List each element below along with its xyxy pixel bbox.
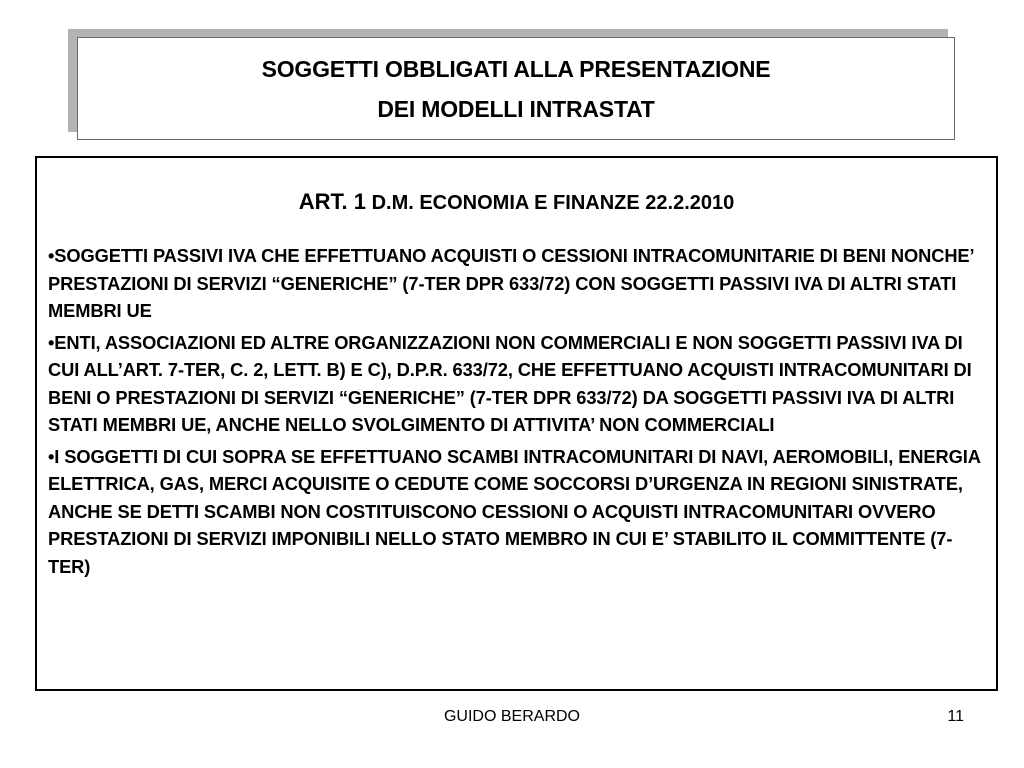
content-subtitle xyxy=(37,188,996,217)
bullet-item-3: •I SOGGETTI DI CUI SOPRA SE EFFETTUANO SCAMBI INTRACOMUNITARI DI NAVI, AEROMOBILI, ENERGIA ELETTRICA, GAS, MERCI ACQUISITE O CEDUTE COME SOCCORSI D’URGENZA IN REGIONI SINISTRATE, ANCHE SE DETTI SCAMBI NON COSTITUISCONO CESSIONI O ACQUISTI INTRACOMUNITARI OVVERO PRESTAZIONI DI SERVIZI IMPONIBILI NELLO STATO MEMBRO IN CUI E’ STABILITO IL COMMITTENTE (7-TER) xyxy=(48,445,981,577)
subtitle-article: ART. 1 xyxy=(298,189,366,214)
subtitle-decree: D.M. ECONOMIA E FINANZE 22.2.2010 xyxy=(371,192,735,214)
slide-title-line-1: SOGGETTI OBBLIGATI ALLA PRESENTAZIONE xyxy=(261,55,771,82)
bullet-item-1: •SOGGETTI PASSIVI IVA CHE EFFETTUANO ACQUISTI O CESSIONI INTRACOMUNITARIE DI BENI NONCHE’ PRESTAZIONI DI SERVIZI “GENERICHE” (7-TER DPR 633/72) CON SOGGETTI PASSIVI IVA DI ALTRI STATI MEMBRI UE xyxy=(48,245,974,321)
footer-page-number: 11 xyxy=(947,708,964,725)
bullet-list xyxy=(48,242,982,584)
slide-title-box xyxy=(77,37,955,140)
footer-author: GUIDO BERARDO xyxy=(443,708,580,725)
slide-title-line-2: DEI MODELLI INTRASTAT xyxy=(377,95,655,122)
bullet-item-2: •ENTI, ASSOCIAZIONI ED ALTRE ORGANIZZAZIONI NON COMMERCIALI E NON SOGGETTI PASSIVI IVA DI CUI ALL’ART. 7-TER, C. 2, LETT. B) E C), D.P.R. 633/72, CHE EFFETTUANO ACQUISTI INTRACOMUNITARI DI BENI O PRESTAZIONI DI SERVIZI “GENERICHE” (7-TER DPR 633/72) DA SOGGETTI PASSIVI IVA DI ALTRI STATI MEMBRI UE, ANCHE NELLO SVOLGIMENTO DI ATTIVITA’ NON COMMERCIALI xyxy=(48,331,972,435)
content-box xyxy=(35,156,998,691)
